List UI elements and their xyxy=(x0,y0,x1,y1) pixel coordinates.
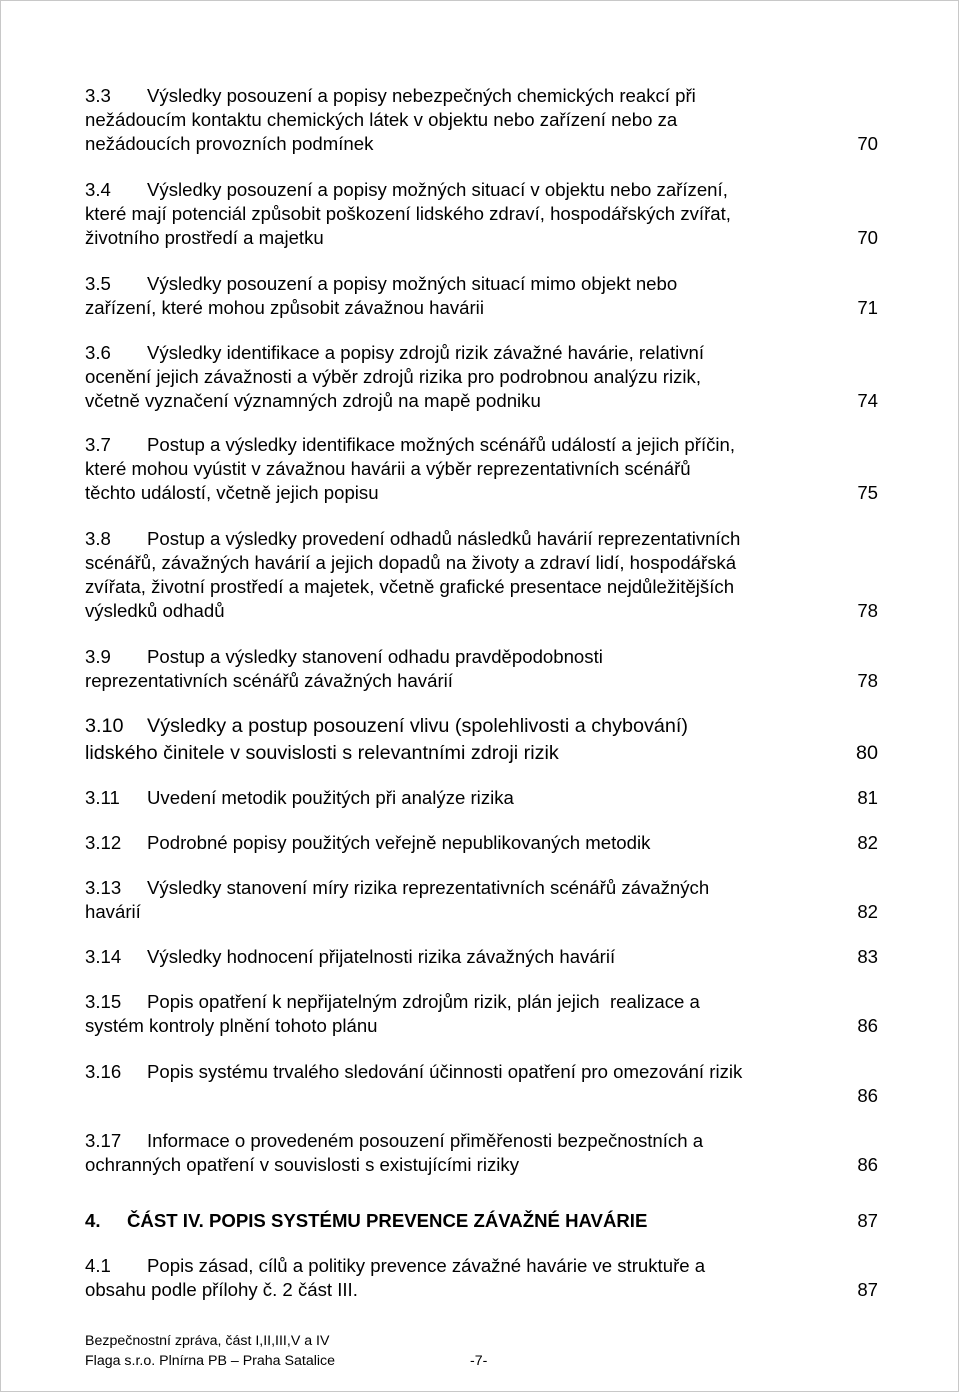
toc-page-number: 81 xyxy=(857,787,878,808)
toc-title-line: zvířata, životní prostředí a majetek, včetně grafické presentace nejdůležitějších xyxy=(85,576,735,597)
toc-entry-4-1[interactable] xyxy=(85,1254,878,1302)
toc-page-number: 87 xyxy=(857,1210,878,1231)
toc-entry-3-15[interactable] xyxy=(85,990,878,1038)
toc-title-line: zařízení, které mohou způsobit závažnou havárii xyxy=(85,297,484,318)
toc-number: 3.6 xyxy=(85,342,111,363)
toc-number: 3.12 xyxy=(85,832,122,853)
toc-page-number: 86 xyxy=(857,1015,878,1036)
toc-title-line: scénářů, závažných havárií a jejich dopadů na životy a zdraví lidí, hospodářská xyxy=(85,552,737,573)
toc-number: 3.11 xyxy=(85,787,120,808)
toc-title-line: ochranných opatření v souvislosti s existujícími riziky xyxy=(85,1154,520,1175)
toc-title-line: Postup a výsledky stanovení odhadu pravděpodobnosti xyxy=(147,646,603,667)
toc-page-number: 86 xyxy=(857,1085,878,1106)
toc-entry-3-14[interactable] xyxy=(85,945,878,969)
toc-title-line: Uvedení metodik použitých při analýze rizika xyxy=(147,787,514,808)
toc-title-line: ocenění jejich závažnosti a výběr zdrojů rizika pro podrobnou analýzu rizik, xyxy=(85,366,701,387)
toc-title-line: které mohou vyústit v závažnou havárii a výběr reprezentativních scénářů xyxy=(85,458,691,479)
toc-title-line: Popis opatření k nepřijatelným zdrojům rizik, plán jejich realizace a xyxy=(147,991,700,1012)
toc-number: 3.14 xyxy=(85,946,122,967)
toc-entry-3-6[interactable] xyxy=(85,341,878,413)
toc-title-line: nežádoucím kontaktu chemických látek v objektu nebo zařízení nebo za xyxy=(85,109,678,130)
toc-title-line: Výsledky stanovení míry rizika reprezentativních scénářů závažných xyxy=(147,877,710,898)
toc-title-line: systém kontroly plnění tohoto plánu xyxy=(85,1015,378,1036)
toc-title-line: Podrobné popisy použitých veřejně nepublikovaných metodik xyxy=(147,832,651,853)
toc-page-number: 86 xyxy=(857,1154,878,1175)
toc-entry-3-4[interactable] xyxy=(85,178,878,250)
toc-number: 3.10 xyxy=(85,715,124,737)
toc-entry-4[interactable] xyxy=(85,1209,878,1233)
toc-number: 3.17 xyxy=(85,1130,122,1151)
toc-title-line: včetně vyznačení významných zdrojů na mapě podniku xyxy=(85,390,541,411)
footer-document-title: Bezpečnostní zpráva, část I,II,III,V a IV xyxy=(85,1333,330,1349)
toc-title-line: Popis zásad, cílů a politiky prevence závažné havárie ve struktuře a xyxy=(147,1255,706,1276)
toc-number: 4.1 xyxy=(85,1255,111,1276)
toc-number: 4. xyxy=(85,1210,101,1231)
toc-entry-3-11[interactable] xyxy=(85,786,878,810)
toc-number: 3.3 xyxy=(85,85,111,106)
toc-title-line: obsahu podle přílohy č. 2 část III. xyxy=(85,1279,358,1300)
toc-page-number: 70 xyxy=(857,133,878,154)
toc-number: 3.8 xyxy=(85,528,111,549)
toc-title-line: ČÁST IV. POPIS SYSTÉMU PREVENCE ZÁVAŽNÉ HAVÁRIE xyxy=(127,1210,648,1231)
toc-number: 3.9 xyxy=(85,646,111,667)
toc-title-line: těchto událostí, včetně jejich popisu xyxy=(85,482,379,503)
toc-entry-3-13[interactable] xyxy=(85,876,878,924)
toc-page-number: 83 xyxy=(857,946,878,967)
toc-title-line: Postup a výsledky identifikace možných scénářů událostí a jejich příčin, xyxy=(147,434,736,455)
toc-page-number: 82 xyxy=(857,832,878,853)
toc-page-number: 82 xyxy=(857,901,878,922)
toc-title-line: Výsledky hodnocení přijatelnosti rizika závažných havárií xyxy=(147,946,616,967)
toc-page-number: 78 xyxy=(857,600,878,621)
footer-page-number: -7- xyxy=(470,1353,488,1369)
toc-title-line: Výsledky identifikace a popisy zdrojů rizik závažné havárie, relativní xyxy=(147,342,705,363)
toc-entry-3-5[interactable] xyxy=(85,272,878,320)
toc-entry-3-12[interactable] xyxy=(85,831,878,855)
toc-page-number: 71 xyxy=(857,297,878,318)
toc-entry-3-7[interactable] xyxy=(85,433,878,505)
toc-entry-3-10[interactable] xyxy=(85,713,878,767)
toc-title-line: Informace o provedeném posouzení přiměřenosti bezpečnostních a xyxy=(147,1130,704,1151)
toc-title-line: Výsledky posouzení a popisy možných situací v objektu nebo zařízení, xyxy=(147,179,728,200)
toc-title-line: životního prostředí a majetku xyxy=(85,227,324,248)
toc-title-line: havárií xyxy=(85,901,141,922)
toc-page-number: 75 xyxy=(857,482,878,503)
toc-number: 3.16 xyxy=(85,1061,122,1082)
toc-title-line: Výsledky posouzení a popisy nebezpečných chemických reakcí při xyxy=(147,85,696,106)
toc-title-line: Výsledky posouzení a popisy možných situací mimo objekt nebo xyxy=(147,273,678,294)
toc-number: 3.4 xyxy=(85,179,111,200)
toc-entry-3-17[interactable] xyxy=(85,1129,878,1177)
toc-title-line: Výsledky a postup posouzení vlivu (spolehlivosti a chybování) xyxy=(147,715,688,737)
toc-title-line: Popis systému trvalého sledování účinnosti opatření pro omezování rizik xyxy=(147,1061,743,1082)
toc-number: 3.13 xyxy=(85,877,122,898)
toc-title-line: lidského činitele v souvislosti s relevantními zdroji rizik xyxy=(85,742,559,764)
toc-title-line: výsledků odhadů xyxy=(85,600,225,621)
toc-title-line: Postup a výsledky provedení odhadů následků havárií reprezentativních xyxy=(147,528,741,549)
toc-number: 3.5 xyxy=(85,273,111,294)
toc-page-number: 74 xyxy=(857,390,878,411)
toc-entry-3-9[interactable] xyxy=(85,645,878,693)
footer-company: Flaga s.r.o. Plnírna PB – Praha Satalice xyxy=(85,1353,335,1369)
toc-number: 3.7 xyxy=(85,434,111,455)
toc-page-number: 87 xyxy=(857,1279,878,1300)
toc-page-number: 80 xyxy=(855,742,878,764)
toc-page-number: 78 xyxy=(857,670,878,691)
toc-title-line: nežádoucích provozních podmínek xyxy=(85,133,374,154)
toc-number: 3.15 xyxy=(85,991,122,1012)
toc-entry-3-3[interactable] xyxy=(85,84,878,156)
toc-entry-3-8[interactable] xyxy=(85,527,878,623)
toc-page-number: 70 xyxy=(857,227,878,248)
toc-title-line: reprezentativních scénářů závažných havárií xyxy=(85,670,453,691)
toc-entry-3-16[interactable] xyxy=(85,1060,878,1108)
toc-title-line: které mají potenciál způsobit poškození lidského zdraví, hospodářských zvířat, xyxy=(85,203,731,224)
